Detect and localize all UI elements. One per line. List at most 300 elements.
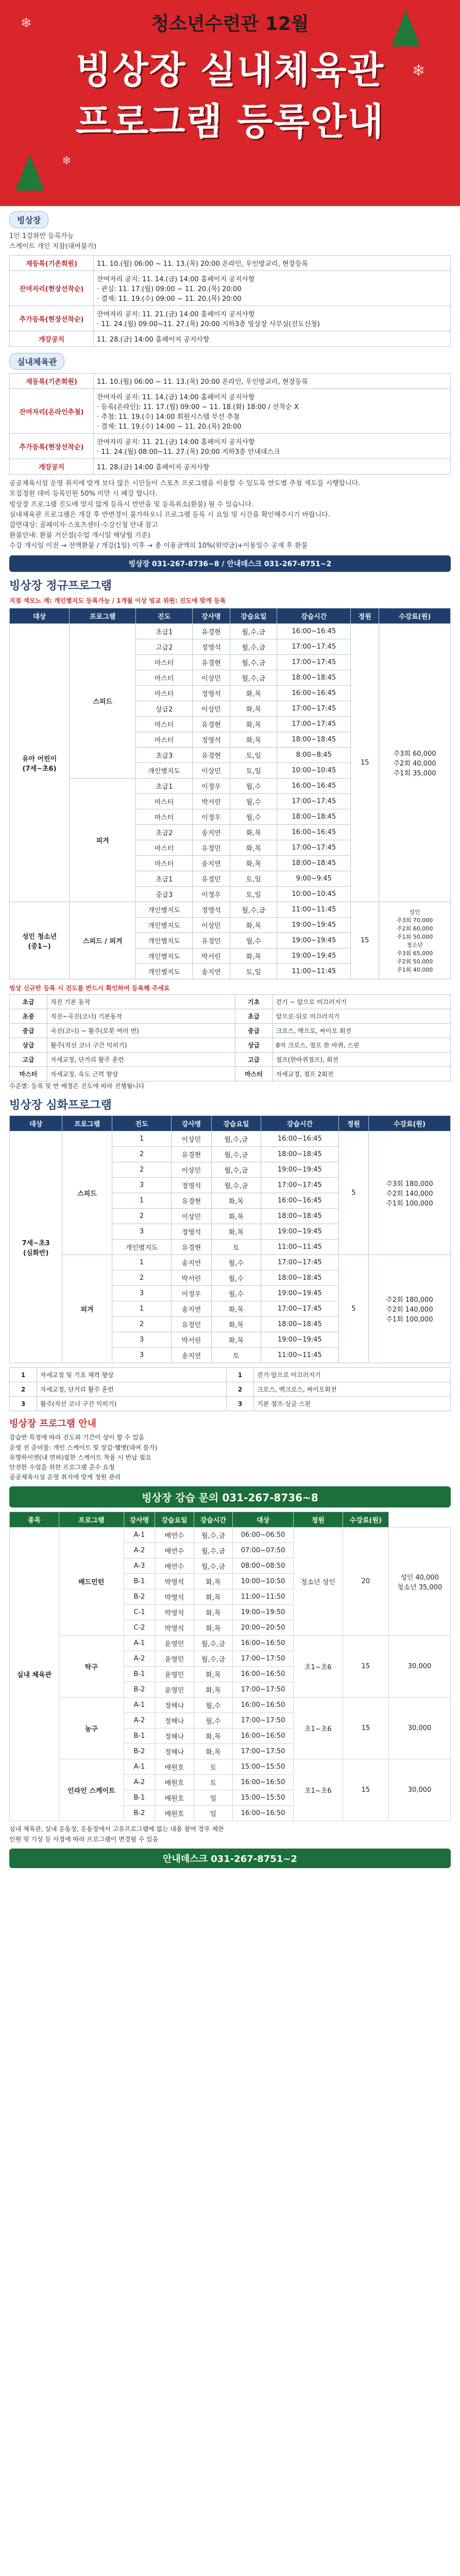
level-name: 마스터 — [10, 1067, 47, 1081]
time-cell: 19:00~19:45 — [277, 918, 351, 933]
note-item: 수강 개시일 이전 → 전액환불 / 개강(1일) 이후 → 총 이용금액의 10%(위약금)+이용일수 공제 후 환불 — [9, 542, 308, 550]
sport-cell: 실내 체육관 — [10, 1528, 59, 1821]
ice-row-label: 잔여자리(현장선착순) — [10, 271, 94, 306]
time-cell: 07:00~07:50 — [233, 1543, 294, 1558]
level-desc: 자세교정, 단거리 활주 훈련 — [37, 1382, 227, 1397]
capacity-cell: 15 — [343, 1636, 389, 1698]
instructor-cell: 박영석 — [155, 1574, 194, 1589]
guide-item: 유명하이엔(내 연하)필한 스케이트 착용 시 반납 필요 — [9, 1453, 151, 1461]
level-desc: 직진~곡진(코너) 기본동작 — [47, 1009, 235, 1024]
time-cell: 16:00~16:45 — [261, 1193, 339, 1209]
level-cell: 마스터 — [136, 794, 192, 809]
instructor-cell: 박영석 — [155, 1620, 194, 1636]
instructor-cell: 이상민 — [192, 763, 230, 778]
instructor-cell: 배원호 — [155, 1775, 194, 1790]
instructor-cell: 배원호 — [155, 1759, 194, 1775]
instructor-cell: 배연수 — [155, 1543, 194, 1558]
days-cell: 월,수 — [211, 1286, 261, 1301]
time-cell: 17:00~17:45 — [277, 717, 351, 732]
gym-schedule-table — [9, 373, 451, 474]
level-cell: 마스터 — [136, 655, 192, 670]
days-cell: 화,목 — [230, 840, 277, 856]
level-cell: 고급2 — [136, 639, 192, 655]
level-name: 마스터 — [235, 1067, 272, 1081]
capacity-cell: 15 — [343, 1698, 389, 1759]
level-cell: 2 — [112, 1147, 172, 1162]
instructor-cell: 송지연 — [192, 964, 230, 979]
gym-row-text: 11. 28.(금) 14:00 홈페이지 공지사항 — [94, 459, 451, 474]
level-desc: 크로스, 백으로, 싸이오 회전 — [272, 1024, 450, 1038]
time-cell: 06:00~06:50 — [233, 1528, 294, 1543]
time-cell: 17:00~17:45 — [277, 840, 351, 856]
col-header: 프로그램 — [62, 1116, 112, 1131]
days-cell: 월,수 — [230, 778, 277, 794]
regular-title: 빙상장 정규프로그램 — [9, 580, 112, 593]
gym-row-text: 잔여자리 공지: 11. 21.(금) 14:00 홈페이지 공지사항 · 11. 24.(월) 08:00~11. 27.(목) 20:00 지하3층 안내데스크 — [94, 434, 451, 459]
instructor-cell: 이상민 — [172, 1209, 211, 1224]
level-name: 1 — [10, 1368, 37, 1382]
hero-title-line2: 프로그램 등록안내 — [75, 100, 385, 143]
instructor-cell: 송지연 — [172, 1348, 211, 1363]
table-row — [10, 1382, 451, 1397]
levels-footnote: 수준별: 등록 및 반 배정은 진도에 따라 진행됩니다 — [9, 1082, 145, 1090]
target-cell: 초1~초6 — [294, 1759, 343, 1821]
gym-row-label: 추가등록(현장선착순) — [10, 434, 94, 459]
days-cell: 화,목 — [211, 1209, 261, 1224]
time-cell: 19:00~19:45 — [261, 1162, 339, 1178]
table-row — [10, 1528, 451, 1543]
program-cell: 스피드 — [62, 1131, 112, 1255]
time-cell: 16:00~16:50 — [233, 1728, 294, 1744]
table-row — [10, 1255, 451, 1270]
time-cell: 17:00~17:45 — [277, 639, 351, 655]
ice-bullet: 1인 1강좌만 등록가능 — [9, 232, 74, 240]
level-cell: 초급1 — [136, 871, 192, 887]
level-cell: 초급1 — [136, 624, 192, 639]
days-cell: 토,일 — [230, 887, 277, 902]
capacity-cell: 15 — [343, 1759, 389, 1821]
class-cell: B-1 — [124, 1667, 155, 1682]
col-header: 대상 — [10, 1116, 62, 1131]
capacity-cell: 20 — [343, 1528, 389, 1636]
gym-row-text: 잔여자리 공지: 11. 14.(금) 14:00 홈페이지 공지사항 · 등록(온라인): 11. 17.(월) 09:00 ~ 11. 18.(화) 18:00 / 선착순 X · 추첨: 11. 19.(수) 14:00 회원시스템 무선 추첨 · 결제: 11. 19.(수) 14:00 ~ 11. 20.(목) 20:00 — [94, 389, 451, 434]
level-cell: 개인별지도 — [136, 933, 192, 948]
days-cell: 월,수,금 — [194, 1651, 232, 1667]
col-header: 수강료(원) — [343, 1512, 389, 1528]
time-cell: 17:00~17:45 — [277, 794, 351, 809]
instructor-cell: 정영석 — [192, 902, 230, 918]
instructor-cell: 유경현 — [192, 655, 230, 670]
gym-table-body — [10, 1528, 451, 1821]
note-item: 빙상장 프로그램 진도에 맞지 않게 등록시 반반을 및 등록취소(환불) 될 수 있습니다. — [9, 500, 254, 509]
days-cell: 화,목 — [194, 1605, 232, 1620]
intensive-title: 빙상장 심화프로그램 — [9, 1099, 112, 1112]
time-cell: 16:00~16:45 — [277, 686, 351, 701]
level-desc: 기본 점프·싱글 스핀 — [254, 1397, 451, 1411]
col-header: 대상 — [233, 1512, 294, 1528]
gym-notes — [9, 1824, 451, 1844]
days-cell: 월,수,금 — [211, 1147, 261, 1162]
days-cell: 화,목 — [211, 1301, 261, 1317]
level-cell: 2 — [112, 1270, 172, 1286]
col-header: 강습요일 — [211, 1116, 261, 1131]
level-desc: 자세교정, 속도 근력 향상 — [47, 1067, 235, 1081]
guide-section — [9, 1416, 451, 1482]
table-row — [10, 1067, 451, 1081]
table-row — [10, 1636, 451, 1651]
level-cell: 1 — [112, 1193, 172, 1209]
days-cell: 토 — [211, 1240, 261, 1255]
time-cell: 19:00~19:45 — [277, 933, 351, 948]
col-header: 수강료(원) — [379, 608, 451, 624]
time-cell: 18:00~18:45 — [261, 1147, 339, 1162]
level-cell: 상급2 — [136, 701, 192, 717]
level-cell: 개인별지도 — [136, 948, 192, 964]
time-cell: 19:00~19:45 — [261, 1286, 339, 1301]
time-cell: 11:00~11:45 — [261, 1240, 339, 1255]
guide-item: 강습반 특정에 따라 진도와 기간이 상이 할 수 있음 — [9, 1434, 145, 1442]
time-cell: 17:00~17:50 — [233, 1682, 294, 1698]
gym-registration-section — [9, 353, 451, 474]
ice-registration-section — [9, 211, 451, 347]
notes-list — [9, 479, 451, 551]
gym-tag: 실내체육관 — [9, 353, 64, 370]
gym-note: 인원 및 기상 등 사정에 따라 프로그램이 변경될 수 있음 — [9, 1835, 159, 1843]
fee-cell: 30,000 — [389, 1759, 451, 1821]
col-header: 진도 — [112, 1116, 172, 1131]
level-desc: 곡진(코너) ~ 활주(로봇 여러 번) — [47, 1024, 235, 1038]
instructor-cell: 유경현 — [192, 624, 230, 639]
table-row — [10, 1038, 451, 1053]
col-header: 정원 — [338, 1116, 368, 1131]
instructor-cell: 배연수 — [155, 1528, 194, 1543]
level-cell: 마스터 — [136, 717, 192, 732]
class-cell: A-2 — [124, 1713, 155, 1728]
days-cell: 화,목 — [194, 1667, 232, 1682]
col-header: 강습시간 — [277, 608, 351, 624]
col-header: 종목 — [10, 1512, 59, 1528]
class-cell: A-3 — [124, 1558, 155, 1574]
time-cell: 18:00~18:45 — [261, 1209, 339, 1224]
instructor-cell: 정해나 — [155, 1744, 194, 1759]
level-cell: 초급3 — [136, 748, 192, 763]
guide-list — [9, 1433, 451, 1482]
gym-row-label: 개강공지 — [10, 459, 94, 474]
days-cell: 토 — [194, 1759, 232, 1775]
level-cell: 3 — [112, 1178, 172, 1193]
note-item: 모집정원 대비 등록인원 50% 미만 시 폐강 합니다. — [9, 490, 158, 498]
program-cell: 인라인 스케이트 — [59, 1759, 124, 1821]
level-cell: 개인별지도 — [112, 1240, 172, 1255]
program-cell: 탁구 — [59, 1636, 124, 1698]
time-cell: 16:00~16:50 — [233, 1698, 294, 1713]
fee-cell: 성인 주3회 70,000 주2회 60,000 주1회 50,000 청소년 주3회 65,000 주2회 50,000 주1회 40,000 — [379, 902, 451, 979]
level-desc: 자세교정, 단거리 활주 훈련 — [47, 1053, 235, 1067]
note-item: 감면대상: 골페미자·스포츠센터·수강신청 안내 참고 — [9, 521, 158, 529]
days-cell: 월,수,금 — [230, 624, 277, 639]
level-cell: 마스터 — [136, 732, 192, 748]
days-cell: 월,수,금 — [194, 1636, 232, 1651]
days-cell: 일 — [194, 1790, 232, 1806]
levels-header-note: 빙상 신규반 등록 시 진도를 반드시 확인하여 등록해 주세요 — [9, 985, 170, 992]
time-cell: 16:00~16:50 — [233, 1775, 294, 1790]
level-desc: 자세교정 및 기초 체력 향상 — [37, 1368, 227, 1382]
instructor-cell: 이상민 — [192, 670, 230, 686]
class-cell: B-1 — [124, 1790, 155, 1806]
class-cell: A-1 — [124, 1528, 155, 1543]
note-item: 환불안내: 환불 거산점(수업 개시일 해당월 기준) — [9, 531, 150, 539]
days-cell: 월,수 — [230, 933, 277, 948]
col-header: 정원 — [294, 1512, 343, 1528]
gym-row-label: 재등록(기존회원) — [10, 374, 94, 389]
instructor-cell: 송지연 — [192, 856, 230, 871]
instructor-cell: 박서린 — [172, 1270, 211, 1286]
level-name: 1 — [227, 1368, 254, 1382]
time-cell: 17:00~17:50 — [233, 1651, 294, 1667]
days-cell: 월,수 — [194, 1698, 232, 1713]
instructor-cell: 박영석 — [155, 1589, 194, 1605]
instructor-cell: 송지연 — [172, 1301, 211, 1317]
level-cell: 개인별지도 — [136, 763, 192, 778]
level-desc: 점프(한바퀴점프), 회전 — [272, 1053, 450, 1067]
levels-table — [9, 994, 451, 1081]
level-cell: 중급3 — [136, 887, 192, 902]
regular-program-section — [9, 577, 451, 979]
level-desc: 자세교정, 점프 2회전 — [272, 1067, 450, 1081]
time-cell: 18:00~18:45 — [277, 732, 351, 748]
level-cell: 마스터 — [136, 840, 192, 856]
level-desc: 직진 기본 동작 — [47, 995, 235, 1009]
table-row — [10, 1024, 451, 1038]
time-cell: 17:00~17:45 — [261, 1255, 339, 1270]
time-cell: 19:00~19:45 — [261, 1332, 339, 1348]
time-cell: 18:00~18:45 — [261, 1317, 339, 1332]
regular-legend-note: 지점 색모노 계: 개인별지도 등록가능 / 1개월 이상 빙교 위원: 진도에 맞게 등록 — [9, 597, 226, 605]
instructor-cell: 정영석 — [172, 1224, 211, 1240]
days-cell: 토 — [211, 1348, 261, 1363]
instructor-cell: 윤영민 — [155, 1667, 194, 1682]
level-cell: 마스터 — [136, 856, 192, 871]
level-cell: 마스터 — [136, 809, 192, 825]
class-cell: B-2 — [124, 1806, 155, 1821]
time-cell: 16:00~16:45 — [277, 825, 351, 840]
col-header: 강습시간 — [261, 1116, 339, 1131]
target-cell: 초1~초6 — [294, 1636, 343, 1698]
days-cell: 월,수,금 — [230, 902, 277, 918]
capacity-cell: 15 — [351, 624, 379, 902]
days-cell: 월,수 — [230, 794, 277, 809]
time-cell: 20:00~20:50 — [233, 1620, 294, 1636]
level-name: 초급 — [235, 1009, 272, 1024]
class-cell: A-2 — [124, 1775, 155, 1790]
contact-bar — [9, 555, 451, 572]
time-cell: 8:00~8:45 — [277, 748, 351, 763]
col-header: 프로그램 — [70, 608, 136, 624]
time-cell: 18:00~18:45 — [277, 670, 351, 686]
capacity-cell: 15 — [351, 902, 379, 979]
intensive-levels-table — [9, 1367, 451, 1411]
level-cell: 3 — [112, 1332, 172, 1348]
program-cell: 피겨 — [62, 1255, 112, 1363]
table-row — [10, 1053, 451, 1067]
instructor-cell: 유경현 — [172, 1147, 211, 1162]
instructor-cell: 정영석 — [172, 1178, 211, 1193]
col-header: 강습요일 — [230, 608, 277, 624]
target-cell: 유아 어린이 (7세~초6) — [10, 624, 70, 902]
instructor-cell: 유정민 — [192, 840, 230, 856]
target-cell: 7세~초3 (심화반) — [10, 1131, 62, 1363]
class-cell: B-2 — [124, 1744, 155, 1759]
days-cell: 화,목 — [230, 856, 277, 871]
time-cell: 10:00~10:50 — [233, 1574, 294, 1589]
days-cell: 일 — [194, 1806, 232, 1821]
instructor-cell: 정영석 — [192, 639, 230, 655]
time-cell: 11:00~11:50 — [233, 1589, 294, 1605]
time-cell: 17:00~17:50 — [233, 1744, 294, 1759]
ice-tag: 빙상장 — [9, 211, 48, 228]
level-desc: 활주(직선 코너 구간 익히기) — [37, 1397, 227, 1411]
level-cell: 2 — [112, 1317, 172, 1332]
instructor-cell: 이상민 — [192, 701, 230, 717]
class-cell: B-2 — [124, 1589, 155, 1605]
level-name: 3 — [10, 1397, 37, 1411]
gym-table — [9, 1512, 451, 1821]
col-header: 정원 — [351, 608, 379, 624]
level-name: 3 — [227, 1397, 254, 1411]
instructor-cell: 정해나 — [155, 1713, 194, 1728]
time-cell: 17:00~17:50 — [233, 1713, 294, 1728]
table-row — [10, 1131, 451, 1147]
level-cell: 1 — [112, 1301, 172, 1317]
days-cell: 월,수,금 — [230, 655, 277, 670]
instructor-cell: 이상민 — [172, 1131, 211, 1147]
level-desc: 걷기 ~ 앞으로 미끄러지기 — [272, 995, 450, 1009]
guide-item: 운영 전 준비물: 개인 스케이트 및 장갑·헬멧(대여 불가) — [9, 1444, 158, 1451]
instructor-cell: 유정민 — [192, 933, 230, 948]
class-cell: C-1 — [124, 1605, 155, 1620]
level-desc: 8자 크로스, 점프 한 바퀴, 스핀 — [272, 1038, 450, 1053]
time-cell: 16:00~16:45 — [261, 1131, 339, 1147]
col-header: 강사명 — [192, 608, 230, 624]
col-header: 강습요일 — [155, 1512, 194, 1528]
days-cell: 월,수 — [194, 1713, 232, 1728]
days-cell: 화,목 — [230, 948, 277, 964]
time-cell: 16:00~16:45 — [277, 624, 351, 639]
gym-row-label: 잔여자리(온라인추첨) — [10, 389, 94, 434]
time-cell: 17:00~17:45 — [277, 701, 351, 717]
ice-schedule-table — [9, 255, 451, 347]
guide-title: 빙상장 프로그램 안내 — [9, 1418, 97, 1430]
class-cell: B-1 — [124, 1574, 155, 1589]
program-cell: 농구 — [59, 1698, 124, 1759]
snowflake-icon: ❄ — [62, 155, 72, 167]
regular-levels-section — [9, 984, 451, 1091]
class-cell: C-2 — [124, 1620, 155, 1636]
instructor-cell: 유정민 — [172, 1317, 211, 1332]
class-cell: B-1 — [124, 1728, 155, 1744]
table-row — [10, 1397, 451, 1411]
col-header: 강사명 — [172, 1116, 211, 1131]
days-cell: 화,목 — [230, 918, 277, 933]
target-cell: 청소년 성인 — [294, 1528, 343, 1636]
days-cell: 화,목 — [230, 825, 277, 840]
time-cell: 11:00~11:45 — [277, 964, 351, 979]
days-cell: 화,목 — [230, 717, 277, 732]
capacity-cell: 5 — [338, 1255, 368, 1363]
instructor-cell: 송지연 — [192, 825, 230, 840]
instructor-cell: 정영석 — [192, 732, 230, 748]
days-cell: 월,수,금 — [230, 639, 277, 655]
days-cell: 화,목 — [211, 1193, 261, 1209]
time-cell: 15:00~15:50 — [233, 1759, 294, 1775]
level-name: 초급 — [10, 995, 47, 1009]
days-cell: 화,목 — [194, 1574, 232, 1589]
level-cell: 2 — [112, 1209, 172, 1224]
days-cell: 토,일 — [230, 964, 277, 979]
days-cell: 화,목 — [211, 1224, 261, 1240]
time-cell: 10:00~10:45 — [277, 887, 351, 902]
class-cell: A-1 — [124, 1759, 155, 1775]
col-header: 강사명 — [124, 1512, 155, 1528]
target-cell: 초1~초6 — [294, 1698, 343, 1759]
instructor-cell: 박영석 — [155, 1605, 194, 1620]
days-cell: 화,목 — [230, 732, 277, 748]
ice-row-text: 잔여자리 공지: 11. 21.(금) 14:00 홈페이지 공지사항 · 11. 24.(월) 09:00~11. 27.(목) 20:00 지하3층 빙상장 사무실(진도신청) — [94, 306, 451, 331]
intensive-program-section — [9, 1096, 451, 1363]
col-header: 수강료(원) — [368, 1116, 450, 1131]
ice-row-label: 개강공지 — [10, 331, 94, 347]
days-cell: 월,수 — [211, 1270, 261, 1286]
ice-row-text: 11. 10.(월) 06:00 ~ 11. 13.(목) 20:00 온라인, 우인방교리, 현장등록 — [94, 256, 451, 271]
christmas-tree-icon — [15, 155, 44, 191]
hero-title-line1: 빙상장 실내체육관 — [75, 48, 385, 92]
ice-bullets — [9, 231, 451, 252]
class-cell: A-2 — [124, 1651, 155, 1667]
level-cell: 3 — [112, 1286, 172, 1301]
instructor-cell: 정영석 — [192, 686, 230, 701]
days-cell: 토,일 — [230, 748, 277, 763]
days-cell: 화,목 — [230, 701, 277, 717]
level-name: 고급 — [235, 1053, 272, 1067]
time-cell: 11:00~11:45 — [277, 902, 351, 918]
intensive-table-body — [10, 1131, 451, 1363]
regular-table-body — [10, 624, 451, 979]
days-cell: 월,수,금 — [194, 1528, 232, 1543]
fee-cell: 30,000 — [389, 1698, 451, 1759]
time-cell: 19:00~19:45 — [261, 1224, 339, 1240]
level-name: 초중 — [10, 1009, 47, 1024]
instructor-cell: 배원호 — [155, 1806, 194, 1821]
instructor-cell: 유경현 — [172, 1193, 211, 1209]
time-cell: 08:00~08:50 — [233, 1558, 294, 1574]
level-desc: 활주(직선 코너 구간 익히기) — [47, 1038, 235, 1053]
level-cell: 1 — [112, 1131, 172, 1147]
ice-row-label: 추가등록(현장선착순) — [10, 306, 94, 331]
intensive-table — [9, 1115, 451, 1363]
fee-cell: 주2회 180,000 주2회 140,000 주1회 100,000 — [368, 1255, 450, 1363]
level-cell: 개인별지도 — [136, 918, 192, 933]
instructor-cell: 유경현 — [192, 748, 230, 763]
level-name: 2 — [10, 1382, 37, 1397]
level-name: 상급 — [235, 1038, 272, 1053]
days-cell: 화,목 — [194, 1744, 232, 1759]
gym-footer-text: 안내데스크 031-267-8751~2 — [9, 1849, 451, 1868]
instructor-cell: 이정우 — [192, 778, 230, 794]
instructor-cell: 이정우 — [192, 887, 230, 902]
time-cell: 17:00~17:45 — [261, 1301, 339, 1317]
class-cell: A-1 — [124, 1636, 155, 1651]
days-cell: 월,수 — [211, 1255, 261, 1270]
